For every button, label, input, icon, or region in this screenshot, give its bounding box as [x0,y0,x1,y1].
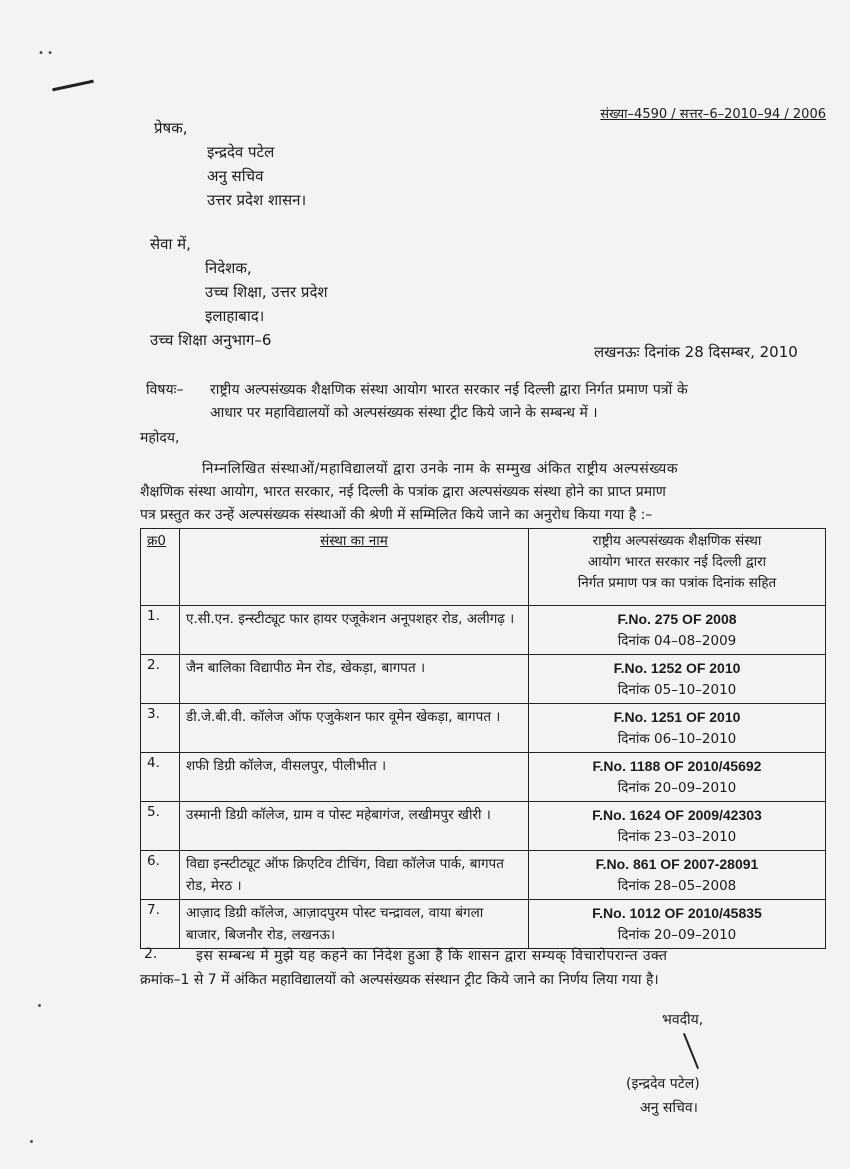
row-institution: आज़ाद डिग्री कॉलेज, आज़ादपुरम पोस्ट चन्द्रावल, वाया बंगला बाजार, बिजनौर रोड, लखनऊ। [180,900,529,949]
recipient-label: सेवा में, [150,235,191,253]
signature-stroke [683,1033,699,1069]
row-date: दिनांक 28–05–2008 [617,878,737,894]
table-row [141,606,826,655]
row-reference [529,900,826,949]
body-line-1: निम्नलिखित संस्थाओं/महाविद्यालयों द्वारा उनके नाम के सम्मुख अंकित राष्ट्रीय अल्पसंख्यक [202,461,679,477]
row-institution: उस्मानी डिग्री कॉलेज, ग्राम व पोस्ट महेबागंज, लखीमपुर खीरी । [180,802,529,851]
scan-mark: • • [38,48,53,59]
salutation: महोदय, [140,430,180,446]
header-reference [529,529,826,606]
row-fno: F.No. 275 OF 2008 [617,611,737,627]
place-date: लखनऊः दिनांक 28 दिसम्बर, 2010 [594,343,798,361]
row-serial: 1. [141,606,180,655]
row-date: दिनांक 05–10–2010 [617,682,737,698]
pen-stroke [52,80,94,92]
row-fno: F.No. 1251 OF 2010 [613,709,741,725]
scan-speck [38,1004,41,1007]
row-serial: 5. [141,802,180,851]
signatory-name: (इन्द्रदेव पटेल) [626,1076,700,1092]
row-serial: 6. [141,851,180,900]
row-fno: F.No. 1012 OF 2010/45835 [592,905,762,921]
table-header-row [141,529,826,606]
sender-name: इन्द्रदेव पटेल [207,143,275,161]
row-reference [529,606,826,655]
row-date: दिनांक 04–08–2009 [617,633,737,649]
row-fno: F.No. 861 OF 2007-28091 [595,856,759,872]
row-institution: ए.सी.एन. इन्स्टीट्यूट फार हायर एजूकेशन अनूपशहर रोड, अलीगढ़ । [180,606,529,655]
recipient-city: इलाहाबाद। [205,307,265,325]
recipient-name: निदेशक, [205,259,252,277]
row-reference [529,851,826,900]
row-institution: विद्या इन्स्टीट्यूट ऑफ क्रिएटिव टीचिंग, विद्या कॉलेज पार्क, बागपत रोड, मेरठ । [180,851,529,900]
row-fno: F.No. 1624 OF 2009/42303 [592,807,762,823]
subject-label: विषयः– [146,382,184,398]
para2-line-1: इस सम्बन्ध में मुझे यह कहने का निदेश हुआ है कि शासन द्वारा सम्यक् विचारोपरान्त उक्त [196,948,668,964]
row-fno: F.No. 1188 OF 2010/45692 [592,758,762,774]
subject-line-1: राष्ट्रीय अल्पसंख्यक शैक्षणिक संस्था आयोग भारत सरकार नई दिल्ली द्वारा निर्गत प्रमाण पत्रों के [210,382,688,398]
institutions-table [140,528,826,949]
row-institution: शफी डिग्री कॉलेज, वीसलपुर, पीलीभीत । [180,753,529,802]
table-row [141,900,826,949]
closing-regards: भवदीय, [662,1012,704,1028]
row-reference [529,802,826,851]
header-ref-line-2: आयोग भारत सरकार नई दिल्ली द्वारा [587,554,767,570]
body-line-2: शैक्षणिक संस्था आयोग, भारत सरकार, नई दिल्ली के पत्रांक द्वारा अल्पसंख्यक संस्था होने का प्राप्त प्रमाण [140,484,666,500]
table-row [141,704,826,753]
row-date: दिनांक 23–03–2010 [617,829,737,845]
para2-number: 2. [144,946,158,962]
scan-speck [30,1140,33,1143]
row-institution: जैन बालिका विद्यापीठ मेन रोड, खेकड़ा, बागपत । [180,655,529,704]
subject-line-2: आधार पर महाविद्यालयों को अल्पसंख्यक संस्था ट्रीट किये जाने के सम्बन्ध में । [210,405,598,421]
signatory-designation: अनु सचिव। [640,1100,698,1116]
row-serial: 3. [141,704,180,753]
header-name-text: संस्था का नाम [320,533,388,549]
header-ref-line-3: निर्गत प्रमाण पत्र का पत्रांक दिनांक सहित [577,575,777,591]
table-row [141,851,826,900]
body-line-3: पत्र प्रस्तुत कर उन्हें अल्पसंख्यक संस्थाओं की श्रेणी में सम्मिलित किये जाने का अनुरोध किया गया है :– [140,507,653,523]
table-row [141,753,826,802]
sender-office: उत्तर प्रदेश शासन। [207,191,307,209]
sender-designation: अनु सचिव [207,167,264,185]
row-date: दिनांक 20–09–2010 [617,927,737,943]
row-serial: 7. [141,900,180,949]
recipient-dept: उच्च शिक्षा, उत्तर प्रदेश [205,283,328,301]
header-institution-name [180,529,529,606]
table-row [141,802,826,851]
sender-label: प्रेषक, [154,119,188,137]
reference-number: संख्या–4590 / सत्तर–6–2010–94 / 2006 [600,107,826,122]
row-reference [529,655,826,704]
row-fno: F.No. 1252 OF 2010 [613,660,741,676]
row-date: दिनांक 06–10–2010 [617,731,737,747]
row-reference [529,753,826,802]
row-serial: 4. [141,753,180,802]
row-reference [529,704,826,753]
section-name: उच्च शिक्षा अनुभाग–6 [150,331,272,349]
header-serial: क्र0 [141,529,180,606]
header-ref-line-1: राष्ट्रीय अल्पसंख्यक शैक्षणिक संस्था [592,533,762,549]
table-row [141,655,826,704]
row-serial: 2. [141,655,180,704]
para2-line-2: क्रमांक–1 से 7 में अंकित महाविद्यालयों को अल्पसंख्यक संस्थान ट्रीट किये जाने का निर्णय लिया गया है। [140,972,659,988]
row-date: दिनांक 20–09–2010 [617,780,737,796]
row-institution: डी.जे.बी.वी. कॉलेज ऑफ एजुकेशन फार वूमेन खेकड़ा, बागपत । [180,704,529,753]
